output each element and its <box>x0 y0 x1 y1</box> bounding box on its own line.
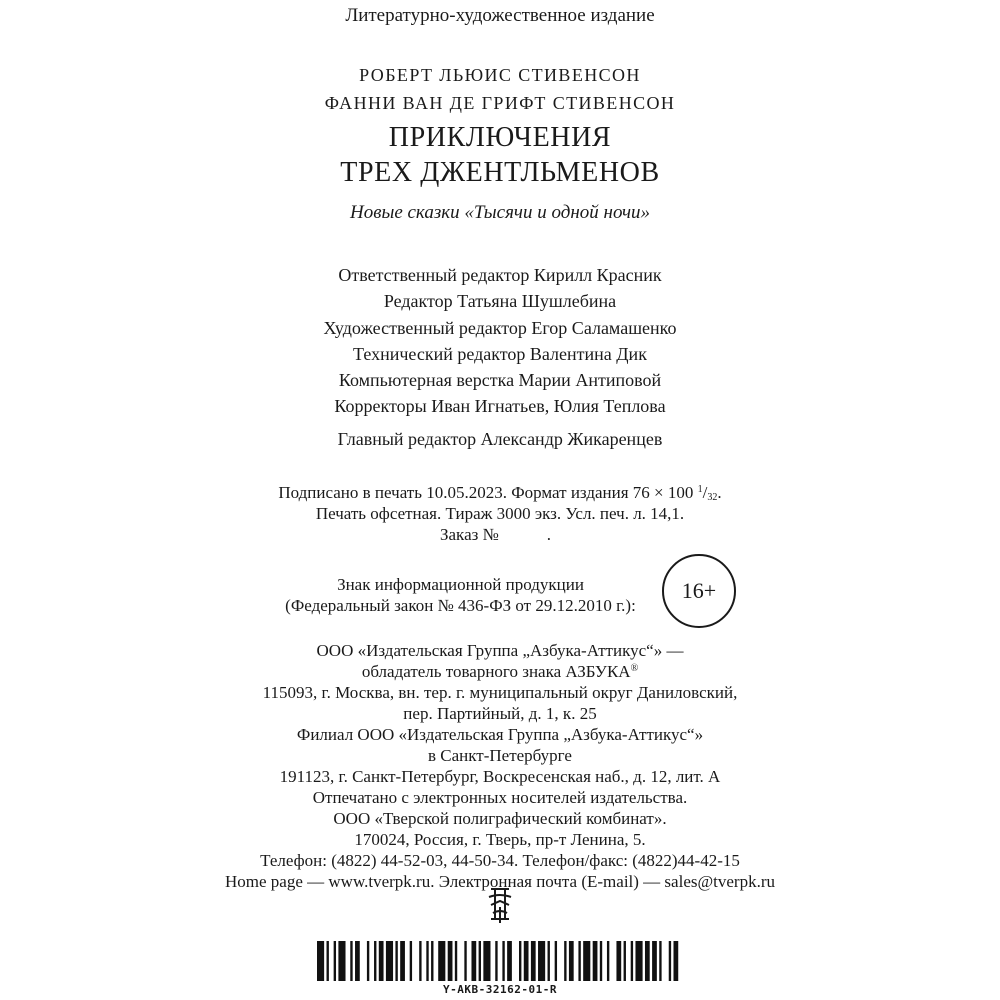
barcode-bar <box>426 941 428 981</box>
printer-line-2: ООО «Тверской полиграфический комбинат». <box>333 809 667 828</box>
barcode-bar <box>367 941 369 981</box>
publisher-address: 115093, г. Москва, вн. тер. г. муниципальный округ Даниловский, <box>262 683 738 702</box>
barcode-bar <box>673 941 678 981</box>
trademark-symbol: ® <box>630 663 639 674</box>
publisher-line-1: ООО «Издательская Группа „Азбука-Аттикус“» — <box>316 641 684 660</box>
barcode-bar <box>410 941 412 981</box>
book-subtitle: Новые сказки «Тысячи и одной ночи» <box>349 202 651 223</box>
barcode <box>317 941 683 981</box>
barcode-bar <box>616 941 621 981</box>
barcode-bar <box>583 941 590 981</box>
print-info-line-1 <box>0 484 1000 503</box>
barcode-bar <box>448 941 453 981</box>
barcode-bar <box>607 941 609 981</box>
barcode-bar <box>555 941 557 981</box>
barcode-bar <box>419 941 421 981</box>
barcode-bar <box>635 941 642 981</box>
barcode-bar <box>645 941 650 981</box>
info-product-line-2: (Федеральный закон № 436-ФЗ от 29.12.2010 г.): <box>285 596 636 615</box>
staff-responsible-editor: Ответственный редактор Кирилл Красник <box>338 265 662 285</box>
staff-art-editor: Художественный редактор Егор Саламашенко <box>323 318 677 338</box>
branch-address: 191123, г. Санкт-Петербург, Воскресенская наб., д. 12, лит. А <box>279 767 721 786</box>
barcode-bar <box>400 941 405 981</box>
staff-editor: Редактор Татьяна Шушлебина <box>383 291 617 311</box>
barcode-bar <box>502 941 504 981</box>
barcode-bar <box>431 941 433 981</box>
barcode-bar <box>455 941 457 981</box>
barcode-bar <box>464 941 466 981</box>
barcode-bar <box>338 941 345 981</box>
staff-tech-editor: Технический редактор Валентина Дик <box>353 344 647 364</box>
printer-line-1: Отпечатано с электронных носителей издательства. <box>312 788 688 807</box>
printer-address: 170024, Россия, г. Тверь, пр-т Ленина, 5. <box>354 830 646 849</box>
barcode-bar <box>379 941 384 981</box>
barcode-bar <box>438 941 445 981</box>
barcode-bar <box>564 941 566 981</box>
format-denominator: 32 <box>707 492 718 503</box>
barcode-bar <box>519 941 521 981</box>
staff-proofreaders: Корректоры Иван Игнатьев, Юлия Теплова <box>334 396 666 416</box>
book-title-line-1: ПРИКЛЮЧЕНИЯ <box>388 122 612 153</box>
book-title-line-2: ТРЕХ ДЖЕНТЛЬМЕНОВ <box>340 157 660 188</box>
order-label: Заказ № <box>440 525 499 544</box>
barcode-bar <box>652 941 657 981</box>
publisher-trademark-text: обладатель товарного знака АЗБУКА <box>361 662 631 681</box>
barcode-bar <box>507 941 512 981</box>
age-rating-badge: 16+ <box>662 554 736 628</box>
barcode-bar <box>538 941 545 981</box>
barcode-bar <box>578 941 580 981</box>
barcode-bar <box>479 941 481 981</box>
barcode-bar <box>471 941 476 981</box>
author-1: РОБЕРТ ЛЬЮИС СТИВЕНСОН <box>359 65 641 85</box>
order-end: . <box>546 525 552 544</box>
barcode-bar <box>548 941 550 981</box>
format-end: . <box>717 483 722 502</box>
staff-layout: Компьютерная верстка Марии Антиповой <box>338 370 662 390</box>
barcode-bar <box>350 941 352 981</box>
order-number <box>440 526 551 543</box>
barcode-bar <box>386 941 393 981</box>
printer-monogram-icon <box>485 883 515 925</box>
barcode-bar <box>669 941 671 981</box>
printer-phones: Телефон: (4822) 44-52-03, 44-50-34. Телефон/факс: (4822)44-42-15 <box>260 851 740 870</box>
printer-web: Home page — www.tverpk.ru. Электронная почта (E-mail) — sales@tverpk.ru <box>225 872 775 891</box>
barcode-bar <box>524 941 529 981</box>
print-signed-format: Подписано в печать 10.05.2023. Формат издания 76 × 100 <box>278 483 698 502</box>
barcode-code: Y-AKB-32162-01-R <box>443 983 557 996</box>
chief-editor: Главный редактор Александр Жикаренцев <box>337 429 663 449</box>
barcode-bar <box>495 941 497 981</box>
barcode-bar <box>317 941 324 981</box>
author-2: ФАННИ ВАН ДЕ ГРИФТ СТИВЕНСОН <box>324 93 676 113</box>
barcode-bar <box>355 941 360 981</box>
barcode-bar <box>624 941 626 981</box>
barcode-bar <box>600 941 602 981</box>
publisher-line-2 <box>0 663 1000 680</box>
barcode-bar <box>395 941 397 981</box>
branch-line-2: в Санкт-Петербурге <box>428 746 572 765</box>
publisher-address-2: пер. Партийный, д. 1, к. 25 <box>403 704 597 723</box>
barcode-bar <box>374 941 376 981</box>
barcode-bar <box>569 941 574 981</box>
barcode-bar <box>593 941 598 981</box>
barcode-bar <box>334 941 336 981</box>
barcode-bar <box>483 941 490 981</box>
format-slash: / <box>702 483 708 502</box>
barcode-bar <box>531 941 536 981</box>
branch-line-1: Филиал ООО «Издательская Группа „Азбука-Аттикус“» <box>296 725 704 744</box>
barcode-bar <box>659 941 661 981</box>
barcode-bar <box>327 941 329 981</box>
edition-type: Литературно-художественное издание <box>345 5 655 26</box>
info-product-line-1: Знак информационной продукции <box>337 575 584 594</box>
barcode-bar <box>631 941 633 981</box>
print-info-line-2: Печать офсетная. Тираж 3000 экз. Усл. печ. л. 14,1. <box>315 504 685 523</box>
format-numerator: 1 <box>697 484 703 495</box>
